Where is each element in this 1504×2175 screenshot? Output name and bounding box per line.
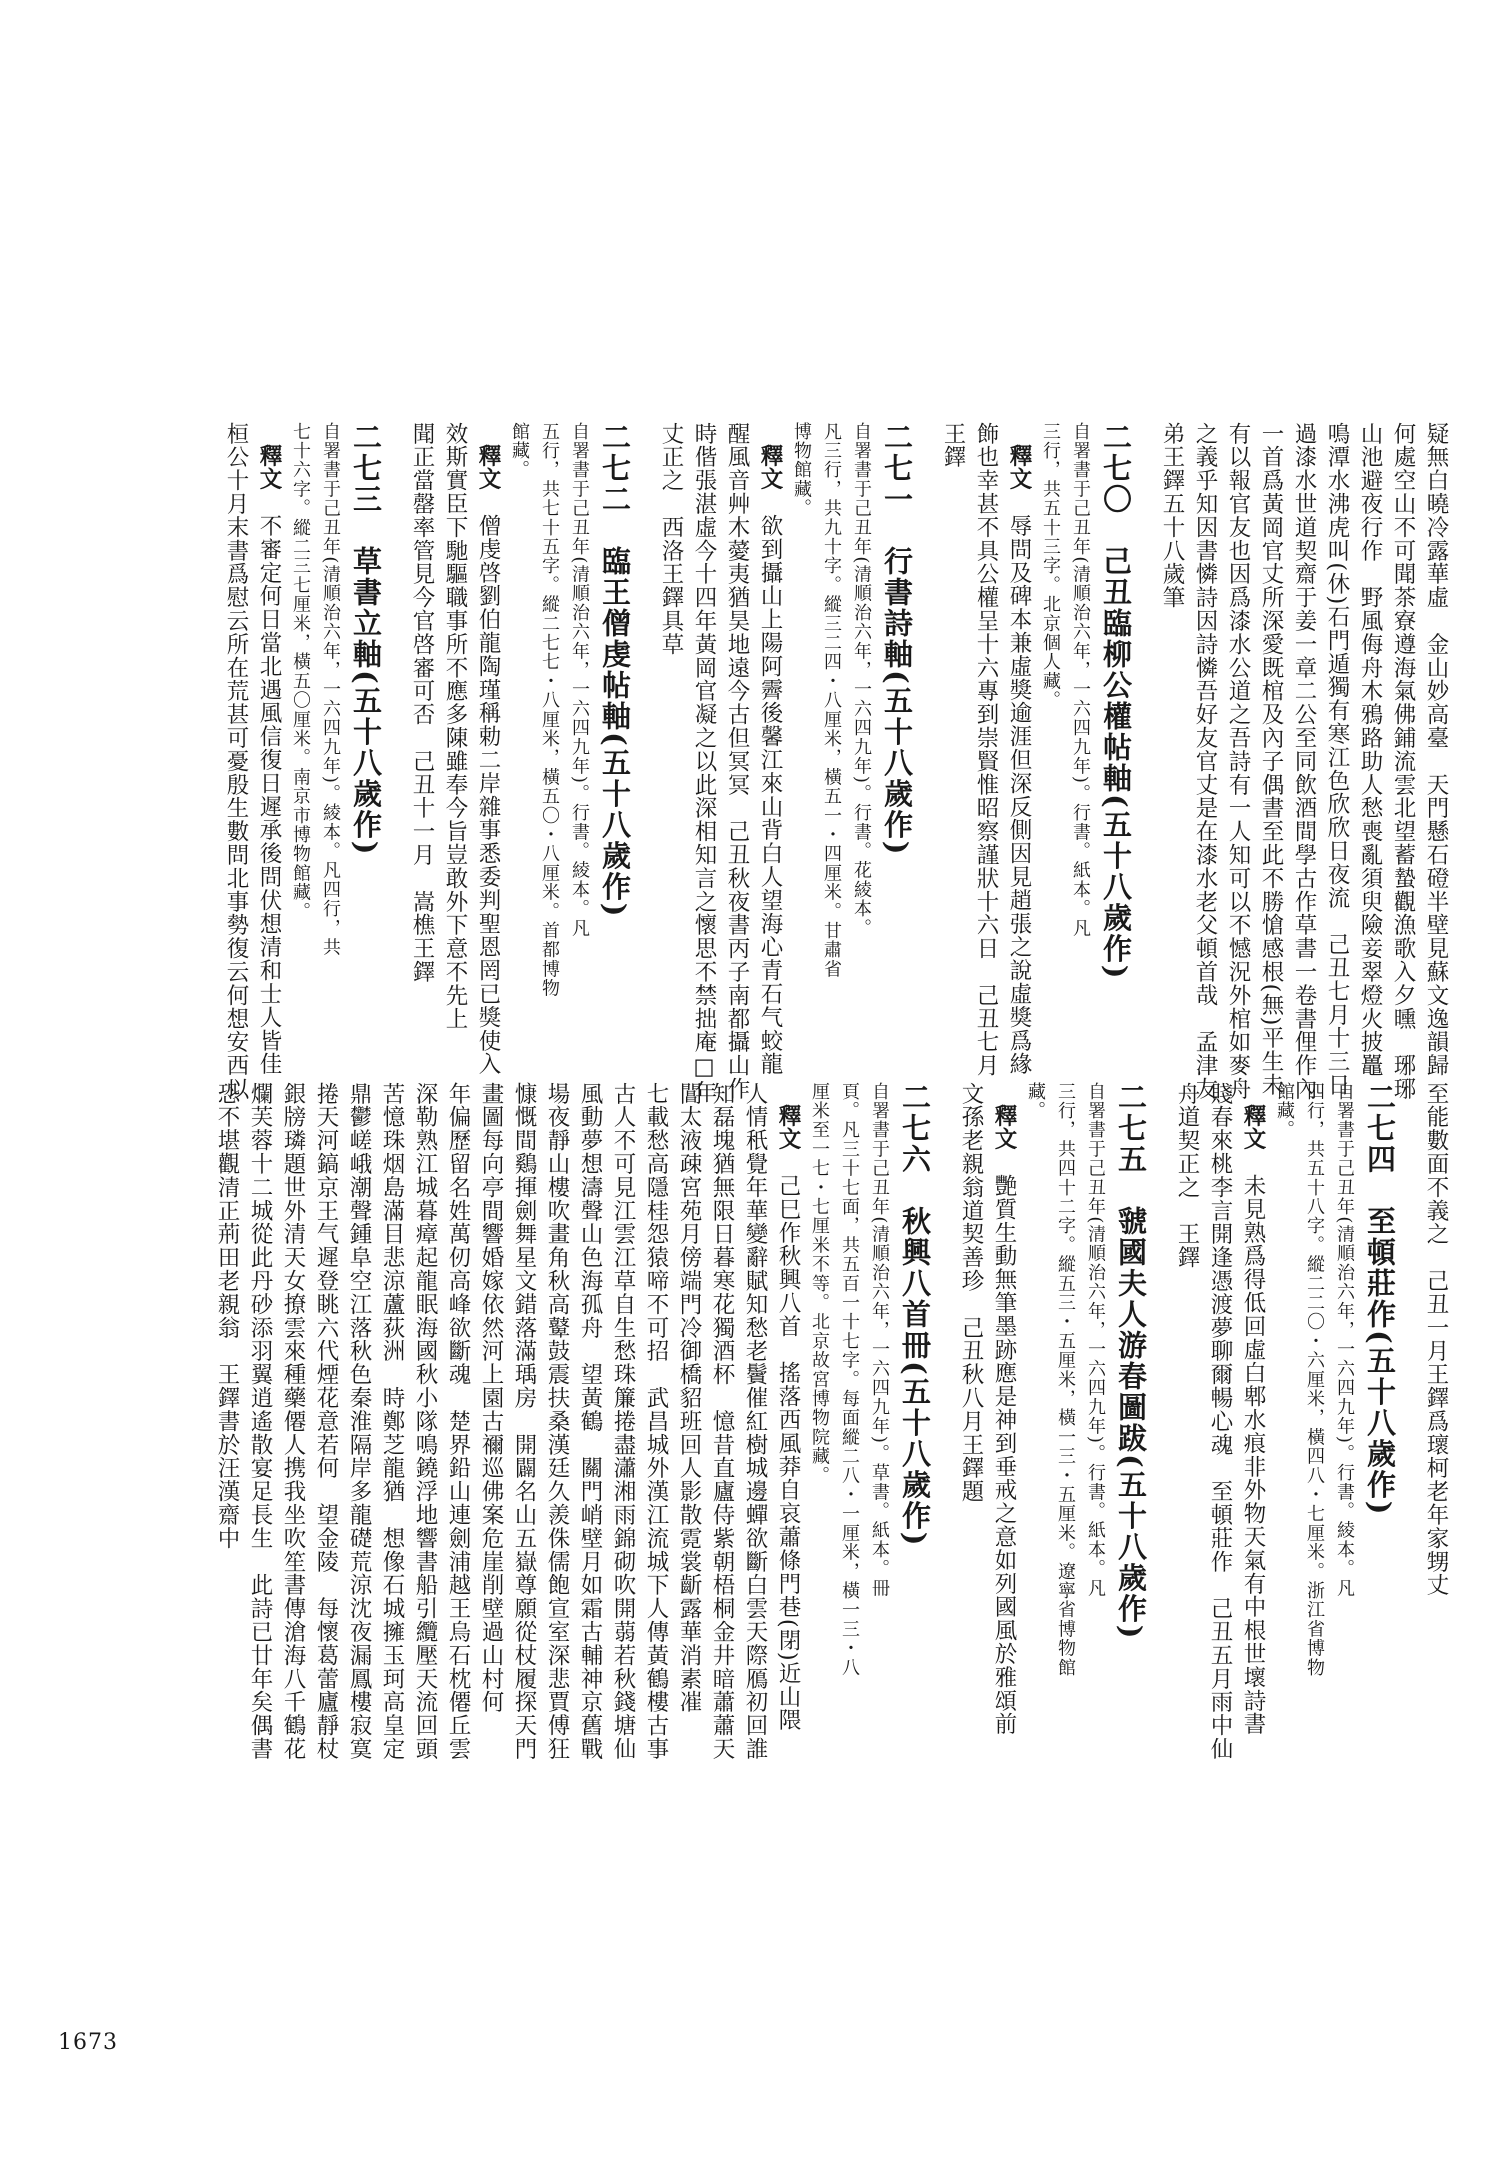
shiwen-label: 釋文	[757, 444, 783, 491]
transcription-line: 釋文 辱問及碑本兼虛獎逾涯但深反側因見趙張之說虛獎爲緣	[1006, 444, 1032, 1076]
text-line: 一首爲黃岡官丈所深愛既棺及內子偶書至此不勝愴感根(無)平生未	[1258, 422, 1284, 1097]
right-column-block	[219, 422, 1452, 1105]
entry-note: 四行，共五十八字。縱二二〇・六厘米，橫四八・七厘米。浙江省博物	[1304, 1082, 1325, 1678]
shiwen-label: 釋文	[775, 1104, 801, 1151]
entry-number: 二七五	[1114, 1082, 1148, 1175]
transcription-line: 釋文 僧虔啓劉伯龍陶瑾稱勅二岸雜事悉委判聖恩罔已獎使入	[475, 444, 501, 1076]
entry-title	[594, 422, 636, 918]
entry-title	[1110, 1082, 1152, 1640]
transcription-line: 桓公十月末書爲慰云所在荒甚可憂殷生數問北事勢復云何想安西以	[223, 422, 249, 1101]
entry-title-text: 草書立軸(五十八歲作)	[349, 546, 383, 857]
text-line: 之義乎知因書憐詩因詩憐吾好友官丈是在漆水老父頓首哉 孟津友	[1192, 422, 1218, 1101]
text-line: 疑無白曉冷露華虛 金山妙高臺 天門懸石磴半壁見蘇文逸韻歸	[1423, 422, 1449, 1078]
entry-note: 自署書于己丑年(清順治六年，一六四九年)。綾本。凡四行，共	[320, 422, 341, 957]
transcription-line: 年偏歷留名姓萬仞高峰欲斷魂 楚界鉛山連劍浦越王烏石枕僊丘雲	[445, 1082, 471, 1761]
transcription-line: 風動夢想濤聲山色海孤舟 望黃鶴 關門峭壁月如霜古輔神京舊戰	[577, 1082, 603, 1761]
transcription-line: 知磊塊猶無限日暮寒花獨酒杯 憶昔直廬侍紫朝梧桐金井暗蕭蕭天	[709, 1082, 735, 1761]
entry-title-text: 至頓莊作(五十八歲作)	[1363, 1206, 1397, 1517]
entry-title-text: 行書詩軸(五十八歲作)	[880, 546, 914, 857]
transcription-line: 賤春來桃李言開逢憑渡夢聊爾暢心魂 至頓莊作 己丑五月雨中仙	[1207, 1082, 1233, 1761]
shiwen-label: 釋文	[475, 444, 501, 491]
entry-number: 二七二	[598, 422, 632, 515]
entry-number: 二七六	[898, 1082, 932, 1175]
entry-title	[1359, 1082, 1401, 1516]
entry-note: 藏。	[1025, 1082, 1046, 1121]
transcription-line: 釋文 未見熟爲得低回虛白郫水痕非外物天氣有中根世壞詩書	[1240, 1104, 1266, 1736]
entry-note: 自署書于己丑年(清順治六年，一六四九年)。行書。綾本。凡	[1334, 1082, 1355, 1598]
shiwen-label: 釋文	[1240, 1104, 1266, 1151]
text-line: 至能數面不義之 己丑一月王鐸爲瓌柯老年家甥丈	[1423, 1082, 1449, 1597]
entry-number: 二七一	[880, 422, 914, 515]
transcription-line: 時偕張湛虛今十四年黃岡官凝之以此深相知言之懷思不禁拙庵□年	[691, 422, 717, 1105]
transcription-line: 銀牓璘題世外清天女撩雲來種藥僊人携我坐吹笙書傳滄海八千鶴花	[280, 1082, 306, 1761]
page-number: 1673	[58, 2030, 118, 2055]
transcription-line: 古人不可見江雲江草自生愁珠簾捲盡瀟湘雨錦砌吹開蒻若秋錢塘仙	[610, 1082, 636, 1761]
transcription-line: 丈正之 西洛王鐸具草	[658, 422, 684, 656]
transcription-line: 閶太液疎宮苑月傍端門冷御橋貂班回人影散霓裳齗露華消素凗	[676, 1082, 702, 1714]
text-line: 過漆水世道契齋于姜一章二公至同飲酒間學古作草書一卷書俚作內	[1291, 422, 1317, 1101]
entry-number: 二七三	[349, 422, 383, 515]
text-line: 鳴潭水沸虎叫(休)石門遁獨有寒江色欣欣日夜流 己丑七月十三日	[1324, 422, 1350, 1097]
entry-title	[876, 422, 918, 856]
transcription-line: 釋文 欲到攝山上陽阿霽後馨江來山背白人望海心青石气蛟龍	[757, 444, 783, 1076]
entry-note: 頁。凡三十七面，共五百一十七字。每面縱二八・一厘米，橫一三・八	[839, 1082, 860, 1678]
text-line: 何處空山不可聞茶寮遵海氣佛鋪流雲北望蓄蟄觀漁歌入夕曛 琊琊	[1390, 422, 1416, 1101]
transcription-line: 苦憶珠烟島滿目悲涼蘆荻洲 時鄭芝龍猶 想像石城擁玉珂高皇定	[379, 1082, 405, 1761]
transcription-line: 場夜靜山樓吹畫角秋高鼙鼓震扶桑漢廷久羨侏儒飽宣室深悲賈傅狂	[544, 1082, 570, 1761]
entry-note: 自署書于己丑年(清順治六年，一六四九年)。行書。紙本。凡	[1070, 422, 1091, 938]
transcription-line: 飾也幸甚不具公權呈十六專到崇賢惟昭察謹狀十六日 己丑七月	[973, 422, 999, 1078]
entry-number: 二七〇	[1099, 422, 1133, 515]
text-line: 弟王鐸五十八歲筆	[1159, 422, 1185, 610]
text-line: 有以報官友也因爲漆水公道之吾詩有一人知可以不憾況外棺如麥舟	[1225, 422, 1251, 1101]
entry-note: 自署書于己丑年(清順治六年，一六四九年)。行書。綾本。凡	[569, 422, 590, 938]
shiwen-label: 釋文	[256, 444, 282, 491]
transcription-line: 畫圖每向亭間響婚嫁依然河上園古禰巡佛案危崖削壁過山村何	[478, 1082, 504, 1714]
entry-title-text: 秋興八首冊(五十八歲作)	[898, 1206, 932, 1548]
shiwen-label: 釋文	[991, 1104, 1017, 1151]
entry-title-text: 虢國夫人游春圖跋(五十八歲作)	[1114, 1206, 1148, 1641]
entry-title	[345, 422, 387, 856]
entry-title-text: 臨王僧虔帖軸(五十八歲作)	[598, 546, 632, 919]
entry-note: 館藏。	[1274, 1082, 1295, 1140]
transcription-line: 聞正當罄率管見今官啓審可否 己丑十一月 嵩樵王鐸	[409, 422, 435, 984]
transcription-line: 釋文 不審定何日當北遇風信復日遲承後問伏想清和士人皆佳	[256, 444, 282, 1076]
entry-title	[1095, 422, 1137, 980]
entry-note: 博物館藏。	[791, 422, 812, 518]
entry-note: 館藏。	[509, 422, 530, 480]
entry-note: 自署書于己丑年(清順治六年，一六四九年)。行書。花綾本。	[851, 422, 872, 938]
entry-title	[894, 1082, 936, 1547]
left-column-block	[210, 1082, 1452, 1761]
transcription-line: 慷慨間鷄揮劍舞星文錯落滿瑀房 開闢名山五嶽尊願從杖履探天門	[511, 1082, 537, 1761]
entry-number: 二七四	[1363, 1082, 1397, 1175]
transcription-line: 捲天河鎬京王气遲登眺六代煙花意若何 望金陵 每懷葛蕾廬靜杖	[313, 1082, 339, 1761]
entry-note: 自署書于己丑年(清順治六年，一六四九年)。草書。紙本。冊	[869, 1082, 890, 1598]
text-line: 山池避夜行作 野風侮舟木鴉路助人愁喪亂須臾險妾翠燈火披鼉	[1357, 422, 1383, 1078]
entry-note: 七十六字。縱二三七厘米，橫五〇厘米。南京市博物館藏。	[290, 422, 311, 922]
entry-note: 三行，共五十三字。北京個人藏。	[1040, 422, 1061, 710]
transcription-line: 深勒熟江城暮瘴起龍眠海國秋小隊鳴鐃浮地響書船引纜壓天流回頭	[412, 1082, 438, 1761]
entry-note: 厘米至一七・七厘米不等。北京故宮博物院藏。	[809, 1082, 830, 1486]
transcription-line: 釋文 艷質生動無筆墨跡應是神到垂戒之意如列國風於雅頌前	[991, 1104, 1017, 1736]
transcription-line: 效斯實臣下馳驅職事所不應多陳雖奉今旨豈敢外下意不先上	[442, 422, 468, 1031]
entry-title-text: 己丑臨柳公權帖軸(五十八歲作)	[1099, 546, 1133, 981]
transcription-line: 七載愁高隱桂怨猿啼不可招 武昌城外漢江流城下人傳黃鶴樓古事	[643, 1082, 669, 1761]
transcription-line: 舟道契正之 王鐸	[1174, 1082, 1200, 1270]
entry-note: 自署書于己丑年(清順治六年，一六四九年)。行書。紙本。凡	[1085, 1082, 1106, 1598]
shiwen-label: 釋文	[1006, 444, 1032, 491]
transcription-line: 醒風音艸木薆夷猶昊地遠今古但冥冥 己丑秋夜書丙子南都攝山作	[724, 422, 750, 1101]
entry-note: 三行，共四十二字。縱五三・五厘米，橫一三・五厘米。遼寧省博物館	[1055, 1082, 1076, 1678]
transcription-line: 釋文 己巳作秋興八首 搖落西風莽自哀蕭條門巷(閉)近山隈	[775, 1104, 801, 1732]
transcription-line: 爛芙蓉十二城從此丹砂添羽翼逍遙散宴足長生 此詩已廿年矣偶書	[247, 1082, 273, 1761]
transcription-line: 文孫老親翁道契善珍 己丑秋八月王鐸題	[958, 1082, 984, 1504]
transcription-line: 鼎鬱嵯峨潮聲鍾阜空江落秋色秦淮隔岸多龍礎荒涼沈夜漏鳳樓寂寞	[346, 1082, 372, 1761]
entry-note: 五行，共七十五字。縱二七七・八厘米，橫五〇・八厘米。首都博物	[539, 422, 560, 998]
entry-note: 凡三行，共九十字。縱三二四・八厘米，橫五一・四厘米。甘肅省	[821, 422, 842, 979]
transcription-line: 人情秖覺年華變辭賦知愁老鬢催紅樹城邊蟬欲斷白雲天際鴈初回誰	[742, 1082, 768, 1761]
transcription-line: 王鐸	[940, 422, 966, 469]
transcription-line: 恐不堪觀清正荊田老親翁 王鐸書於汪漢齋中	[214, 1082, 240, 1550]
